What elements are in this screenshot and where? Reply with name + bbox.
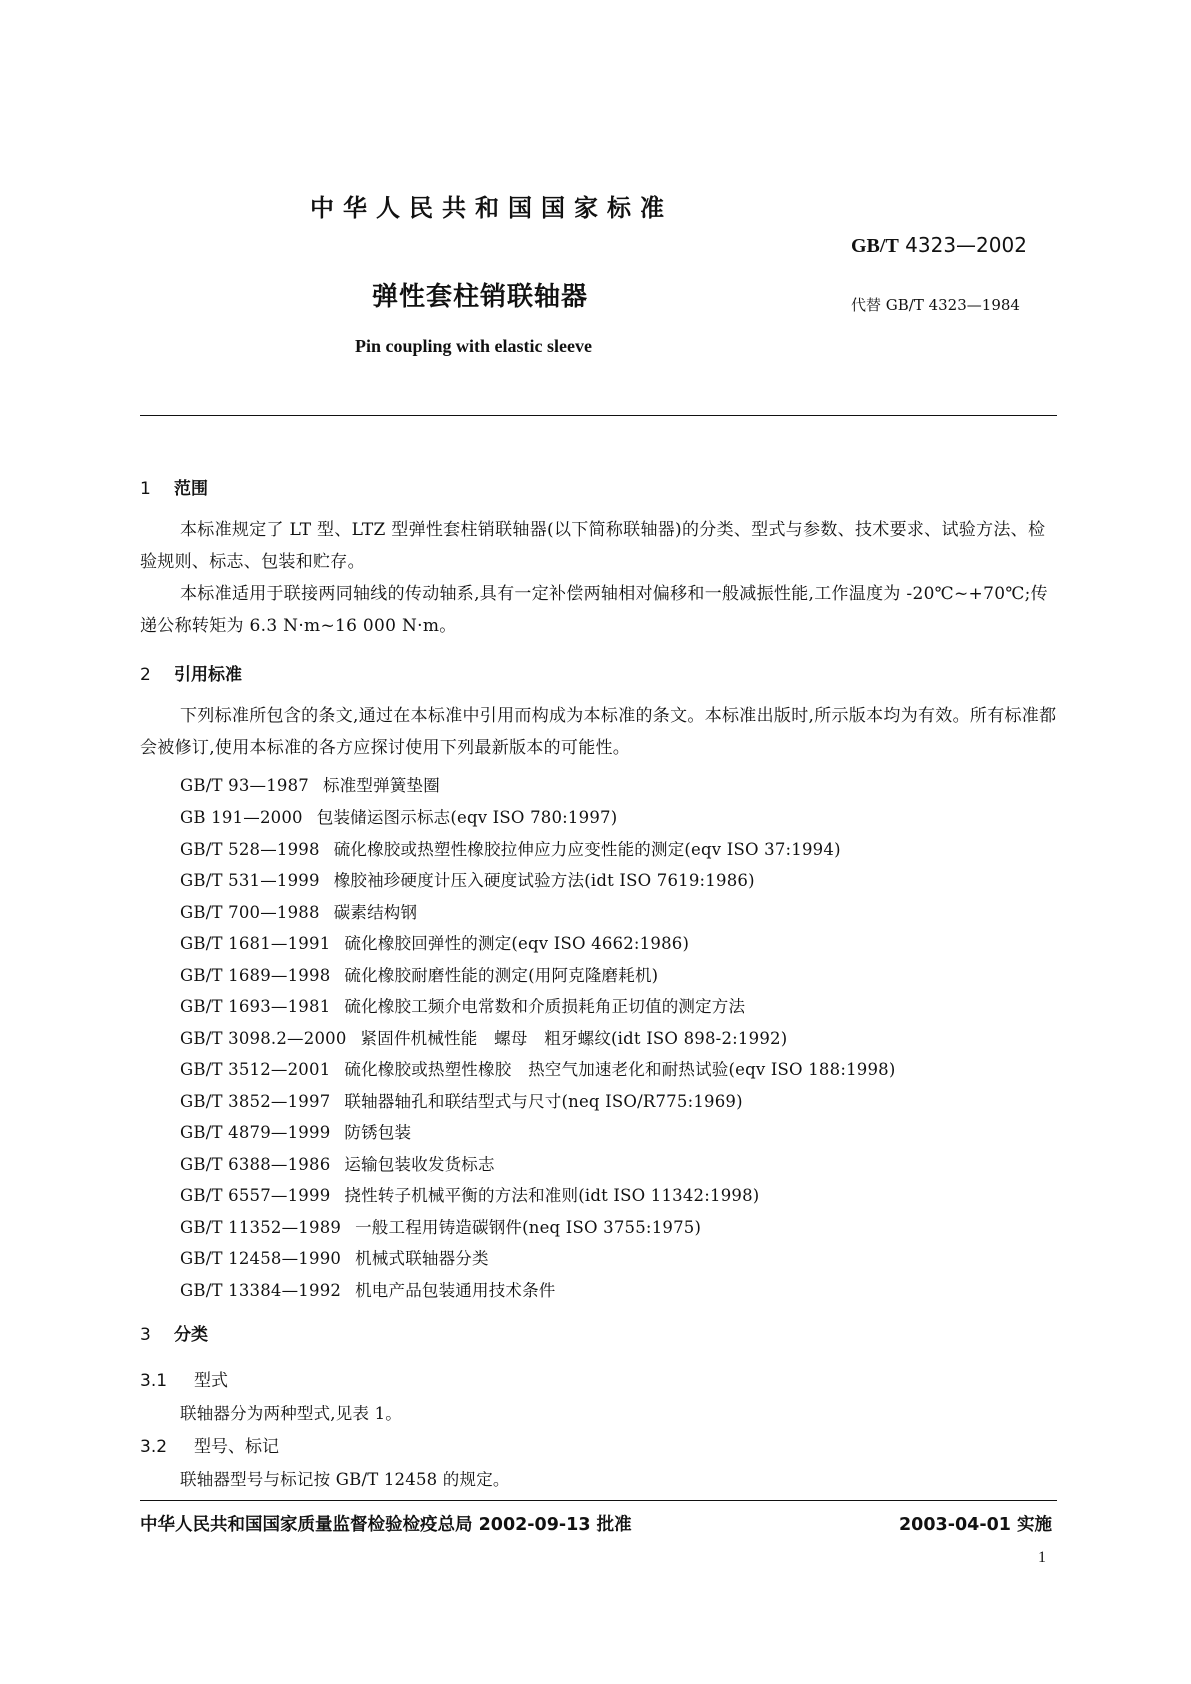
reference-item (180, 1277, 556, 1301)
reference-code: GB/T 11352—1989 (180, 1218, 342, 1237)
standard-number: 4323—2002 (905, 233, 1027, 257)
standard-prefix: GB/T (851, 235, 899, 257)
section-1-heading (140, 474, 208, 499)
subsection-3-1-text: 联轴器分为两种型式,见表 1。 (180, 1404, 402, 1423)
section-3-heading (140, 1320, 208, 1345)
section-number: 3 (140, 1325, 151, 1345)
section-number: 2 (140, 665, 151, 685)
reference-item (180, 1119, 411, 1143)
replaces-standard: 代替 GB/T 4323—1984 (851, 296, 1020, 314)
reference-title: 硫化橡胶或热塑性橡胶 热空气加速老化和耐热试验(eqv ISO 188:1998) (344, 1060, 896, 1079)
reference-code: GB/T 3098.2—2000 (180, 1029, 347, 1048)
reference-code: GB/T 13384—1992 (180, 1281, 342, 1300)
subsection-number: 3.2 (140, 1437, 168, 1457)
reference-title: 紧固件机械性能 螺母 粗牙螺纹(idt ISO 898-2:1992) (360, 1029, 788, 1048)
reference-code: GB/T 93—1987 (180, 776, 310, 795)
reference-item (180, 772, 440, 796)
section-title: 分类 (174, 1325, 208, 1345)
reference-code: GB/T 3852—1997 (180, 1092, 331, 1111)
reference-title: 硫化橡胶或热塑性橡胶拉伸应力应变性能的测定(eqv ISO 37:1994) (333, 840, 841, 859)
page-number: 1 (1038, 1549, 1046, 1566)
section-1-paragraph-2: 本标准适用于联接两同轴线的传动轴系,具有一定补偿两轴相对偏移和一般减振性能,工作温度为 -20℃~+70℃;传递公称转矩为 6.3 N·m~16 000 N·m。 (140, 584, 1048, 636)
reference-title: 碳素结构钢 (333, 903, 418, 922)
reference-title: 橡胶袖珍硬度计压入硬度试验方法(idt ISO 7619:1986) (333, 871, 755, 890)
reference-code: GB/T 1681—1991 (180, 934, 331, 953)
subsection-title: 型式 (194, 1371, 228, 1391)
reference-item (180, 1056, 896, 1080)
standard-code (851, 233, 1027, 258)
section-number: 1 (140, 479, 151, 499)
reference-code: GB 191—2000 (180, 808, 303, 827)
reference-item (180, 1214, 701, 1238)
reference-title: 标准型弹簧垫圈 (323, 776, 440, 795)
subsection-title: 型号、标记 (194, 1437, 279, 1457)
reference-code: GB/T 3512—2001 (180, 1060, 331, 1079)
document-title-en: Pin coupling with elastic sleeve (355, 336, 592, 356)
reference-title: 机电产品包装通用技术条件 (355, 1281, 556, 1300)
subsection-3-2-text: 联轴器型号与标记按 GB/T 12458 的规定。 (180, 1470, 510, 1489)
section-2-heading (140, 660, 242, 685)
reference-item (180, 1025, 787, 1049)
reference-item (180, 899, 417, 923)
reference-title: 硫化橡胶耐磨性能的测定(用阿克隆磨耗机) (344, 966, 659, 985)
reference-code: GB/T 1693—1981 (180, 997, 331, 1016)
document-title-cn: 弹性套柱销联轴器 (372, 282, 589, 312)
reference-code: GB/T 4879—1999 (180, 1123, 331, 1142)
reference-title: 硫化橡胶回弹性的测定(eqv ISO 4662:1986) (344, 934, 690, 953)
reference-title: 联轴器轴孔和联结型式与尺寸(neq ISO/R775:1969) (344, 1092, 743, 1111)
reference-code: GB/T 700—1988 (180, 903, 320, 922)
section-1-paragraph-1: 本标准规定了 LT 型、LTZ 型弹性套柱销联轴器(以下简称联轴器)的分类、型式与参数、技术要求、试验方法、检验规则、标志、包装和贮存。 (140, 520, 1046, 572)
subsection-3-2-heading (140, 1432, 279, 1457)
reference-title: 挠性转子机械平衡的方法和准则(idt ISO 11342:1998) (344, 1186, 760, 1205)
reference-code: GB/T 6388—1986 (180, 1155, 331, 1174)
reference-item (180, 993, 745, 1017)
reference-title: 一般工程用铸造碳钢件(neq ISO 3755:1975) (355, 1218, 702, 1237)
header-divider (140, 415, 1057, 416)
footer-divider (140, 1500, 1057, 1501)
reference-item (180, 962, 658, 986)
reference-code: GB/T 528—1998 (180, 840, 320, 859)
reference-title: 包装储运图示标志(eqv ISO 780:1997) (316, 808, 618, 827)
reference-item (180, 930, 689, 954)
reference-code: GB/T 1689—1998 (180, 966, 331, 985)
reference-item (180, 1245, 489, 1269)
section-2-paragraph: 下列标准所包含的条文,通过在本标准中引用而构成为本标准的条文。本标准出版时,所示版本均为有效。所有标准都会被修订,使用本标准的各方应探讨使用下列最新版本的可能性。 (140, 706, 1057, 758)
reference-item (180, 1151, 495, 1175)
reference-item (180, 1182, 759, 1206)
subsection-3-1-heading (140, 1366, 228, 1391)
reference-item (180, 1088, 743, 1112)
section-title: 范围 (174, 479, 208, 499)
reference-code: GB/T 12458—1990 (180, 1249, 342, 1268)
reference-code: GB/T 6557—1999 (180, 1186, 331, 1205)
reference-title: 运输包装收发货标志 (344, 1155, 495, 1174)
reference-title: 防锈包装 (344, 1123, 412, 1142)
reference-item (180, 836, 841, 860)
effective-date: 2003-04-01 实施 (899, 1515, 1053, 1535)
reference-code: GB/T 531—1999 (180, 871, 320, 890)
national-standard-title: 中华人民共和国国家标准 (310, 194, 673, 222)
section-title: 引用标准 (174, 665, 242, 685)
approval-statement: 中华人民共和国国家质量监督检验检疫总局 2002-09-13 批准 (140, 1515, 632, 1535)
reference-title: 机械式联轴器分类 (355, 1249, 489, 1268)
reference-title: 硫化橡胶工频介电常数和介质损耗角正切值的测定方法 (344, 997, 746, 1016)
reference-item (180, 804, 617, 828)
reference-item (180, 867, 755, 891)
subsection-number: 3.1 (140, 1371, 168, 1391)
